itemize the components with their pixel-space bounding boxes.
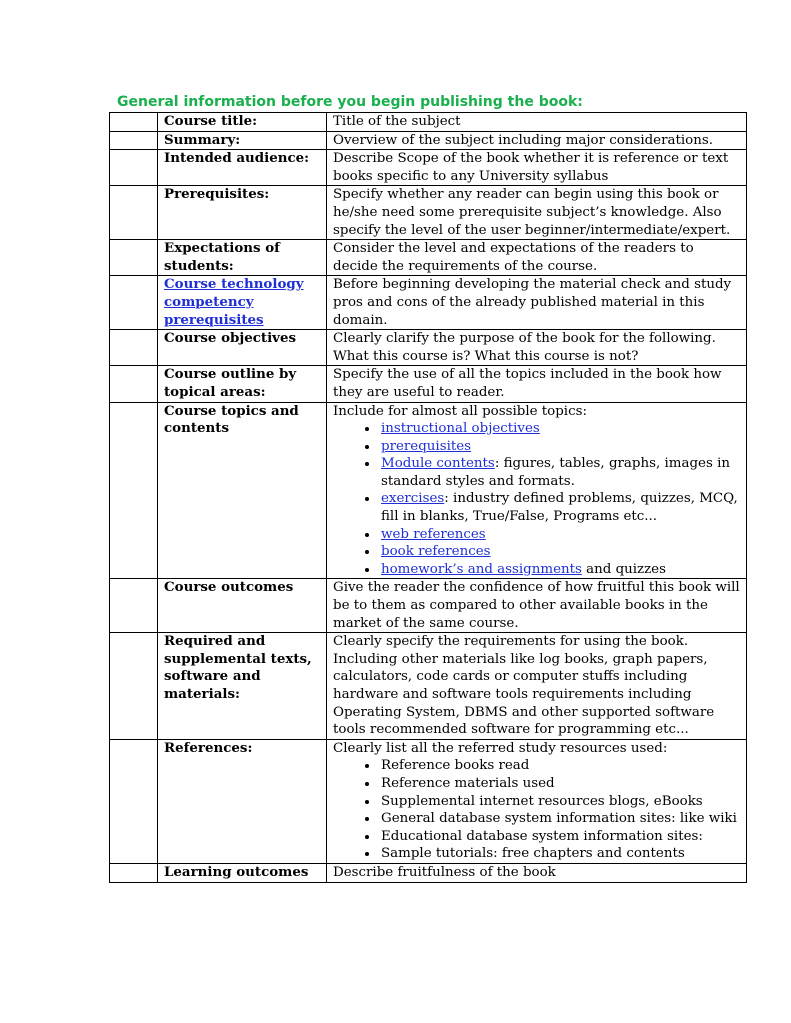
table-row bbox=[110, 579, 747, 633]
row-label: Prerequisites: bbox=[158, 186, 327, 240]
row-label: Intended audience: bbox=[158, 150, 327, 186]
list-item bbox=[379, 543, 741, 561]
row-label: Course objectives bbox=[158, 330, 327, 366]
course-technology-link[interactable]: Course technology competency prerequisites bbox=[164, 276, 304, 328]
list-item: • General database system information sites: like wiki bbox=[379, 810, 741, 828]
blank-cell bbox=[110, 579, 158, 633]
row-label: Summary: bbox=[158, 131, 327, 150]
module-contents-link[interactable]: Module contents bbox=[381, 456, 495, 472]
row-intro-text: Clearly list all the referred study resources used: bbox=[333, 740, 668, 756]
blank-cell bbox=[110, 330, 158, 366]
blank-cell bbox=[110, 402, 158, 579]
list-item-text: : figures, tables, graphs, images in standard styles and formats. bbox=[381, 456, 730, 489]
table-row bbox=[110, 186, 747, 240]
topics-list bbox=[333, 420, 741, 578]
row-label: Course outcomes bbox=[158, 579, 327, 633]
row-intro-text: Include for almost all possible topics: bbox=[333, 403, 587, 419]
list-item bbox=[379, 490, 741, 525]
section-heading: General information before you begin publishing the book: bbox=[117, 94, 583, 110]
row-description: Consider the level and expectations of the readers to decide the requirements of the course. bbox=[327, 240, 747, 276]
list-item: • Reference books read bbox=[379, 757, 741, 775]
row-description: Specify whether any reader can begin using this book or he/she need some prerequisite subject’s knowledge. Also specify the level of the user beginner/intermediate/expert. bbox=[327, 186, 747, 240]
blank-cell bbox=[110, 150, 158, 186]
book-references-link[interactable]: book references bbox=[381, 544, 491, 560]
row-description: Give the reader the confidence of how fruitful this book will be to them as compared to other available books in the market of the same course. bbox=[327, 579, 747, 633]
row-label: Expectations of students: bbox=[158, 240, 327, 276]
course-info-table bbox=[109, 112, 747, 883]
homeworks-assignments-link[interactable]: homework’s and assignments bbox=[381, 561, 582, 577]
blank-cell bbox=[110, 739, 158, 863]
web-references-link[interactable]: web references bbox=[381, 526, 486, 542]
row-label: References: bbox=[158, 739, 327, 863]
row-description: Describe fruitfulness of the book bbox=[327, 863, 747, 882]
table-row bbox=[110, 240, 747, 276]
table-row bbox=[110, 276, 747, 330]
list-item: • Supplemental internet resources blogs, eBooks bbox=[379, 793, 741, 811]
blank-cell bbox=[110, 863, 158, 882]
table-row bbox=[110, 131, 747, 150]
row-label: Course topics and contents bbox=[158, 402, 327, 579]
row-description: Title of the subject bbox=[327, 113, 747, 132]
list-item bbox=[379, 561, 741, 579]
row-label: Learning outcomes bbox=[158, 863, 327, 882]
row-description: Describe Scope of the book whether it is reference or text books specific to any University syllabus bbox=[327, 150, 747, 186]
list-item bbox=[379, 420, 741, 438]
list-item: • Educational database system information sites: bbox=[379, 828, 741, 846]
row-description: Before beginning developing the material check and study pros and cons of the already published material in this domain. bbox=[327, 276, 747, 330]
blank-cell bbox=[110, 366, 158, 402]
exercises-link[interactable]: exercises bbox=[381, 491, 445, 507]
row-label: Required and supplemental texts, software and materials: bbox=[158, 633, 327, 740]
table-row bbox=[110, 402, 747, 579]
table-row bbox=[110, 739, 747, 863]
table-row bbox=[110, 150, 747, 186]
list-item: • Sample tutorials: free chapters and contents bbox=[379, 845, 741, 863]
prerequisites-link[interactable]: prerequisites bbox=[381, 438, 472, 454]
row-description bbox=[327, 739, 747, 863]
list-item-text: and quizzes bbox=[581, 561, 666, 577]
blank-cell bbox=[110, 186, 158, 240]
table-row bbox=[110, 633, 747, 740]
table-row bbox=[110, 330, 747, 366]
blank-cell bbox=[110, 113, 158, 132]
blank-cell bbox=[110, 633, 158, 740]
row-description bbox=[327, 402, 747, 579]
instructional-objectives-link[interactable]: instructional objectives bbox=[381, 421, 540, 437]
row-description: Overview of the subject including major considerations. bbox=[327, 131, 747, 150]
blank-cell bbox=[110, 131, 158, 150]
table-row bbox=[110, 366, 747, 402]
list-item-text: : industry defined problems, quizzes, MCQ, fill in blanks, True/False, Programs etc... bbox=[381, 491, 738, 525]
row-label: Course outline by topical areas: bbox=[158, 366, 327, 402]
list-item bbox=[379, 526, 741, 544]
table-row bbox=[110, 113, 747, 132]
blank-cell bbox=[110, 276, 158, 330]
row-label bbox=[158, 276, 327, 330]
row-description: Specify the use of all the topics included in the book how they are useful to reader. bbox=[327, 366, 747, 402]
list-item bbox=[379, 438, 741, 456]
table-row bbox=[110, 863, 747, 882]
list-item bbox=[379, 455, 741, 490]
references-list bbox=[333, 757, 741, 863]
row-description: Clearly clarify the purpose of the book for the following. What this course is? What this course is not? bbox=[327, 330, 747, 366]
blank-cell bbox=[110, 240, 158, 276]
list-item: • Reference materials used bbox=[379, 775, 741, 793]
row-label: Course title: bbox=[158, 113, 327, 132]
row-description: Clearly specify the requirements for using the book. Including other materials like log books, graph papers, calculators, code cards or computer stuffs including hardware and software tools requirements including Operating System, DBMS and other supported software tools recommended software for programming etc... bbox=[327, 633, 747, 740]
